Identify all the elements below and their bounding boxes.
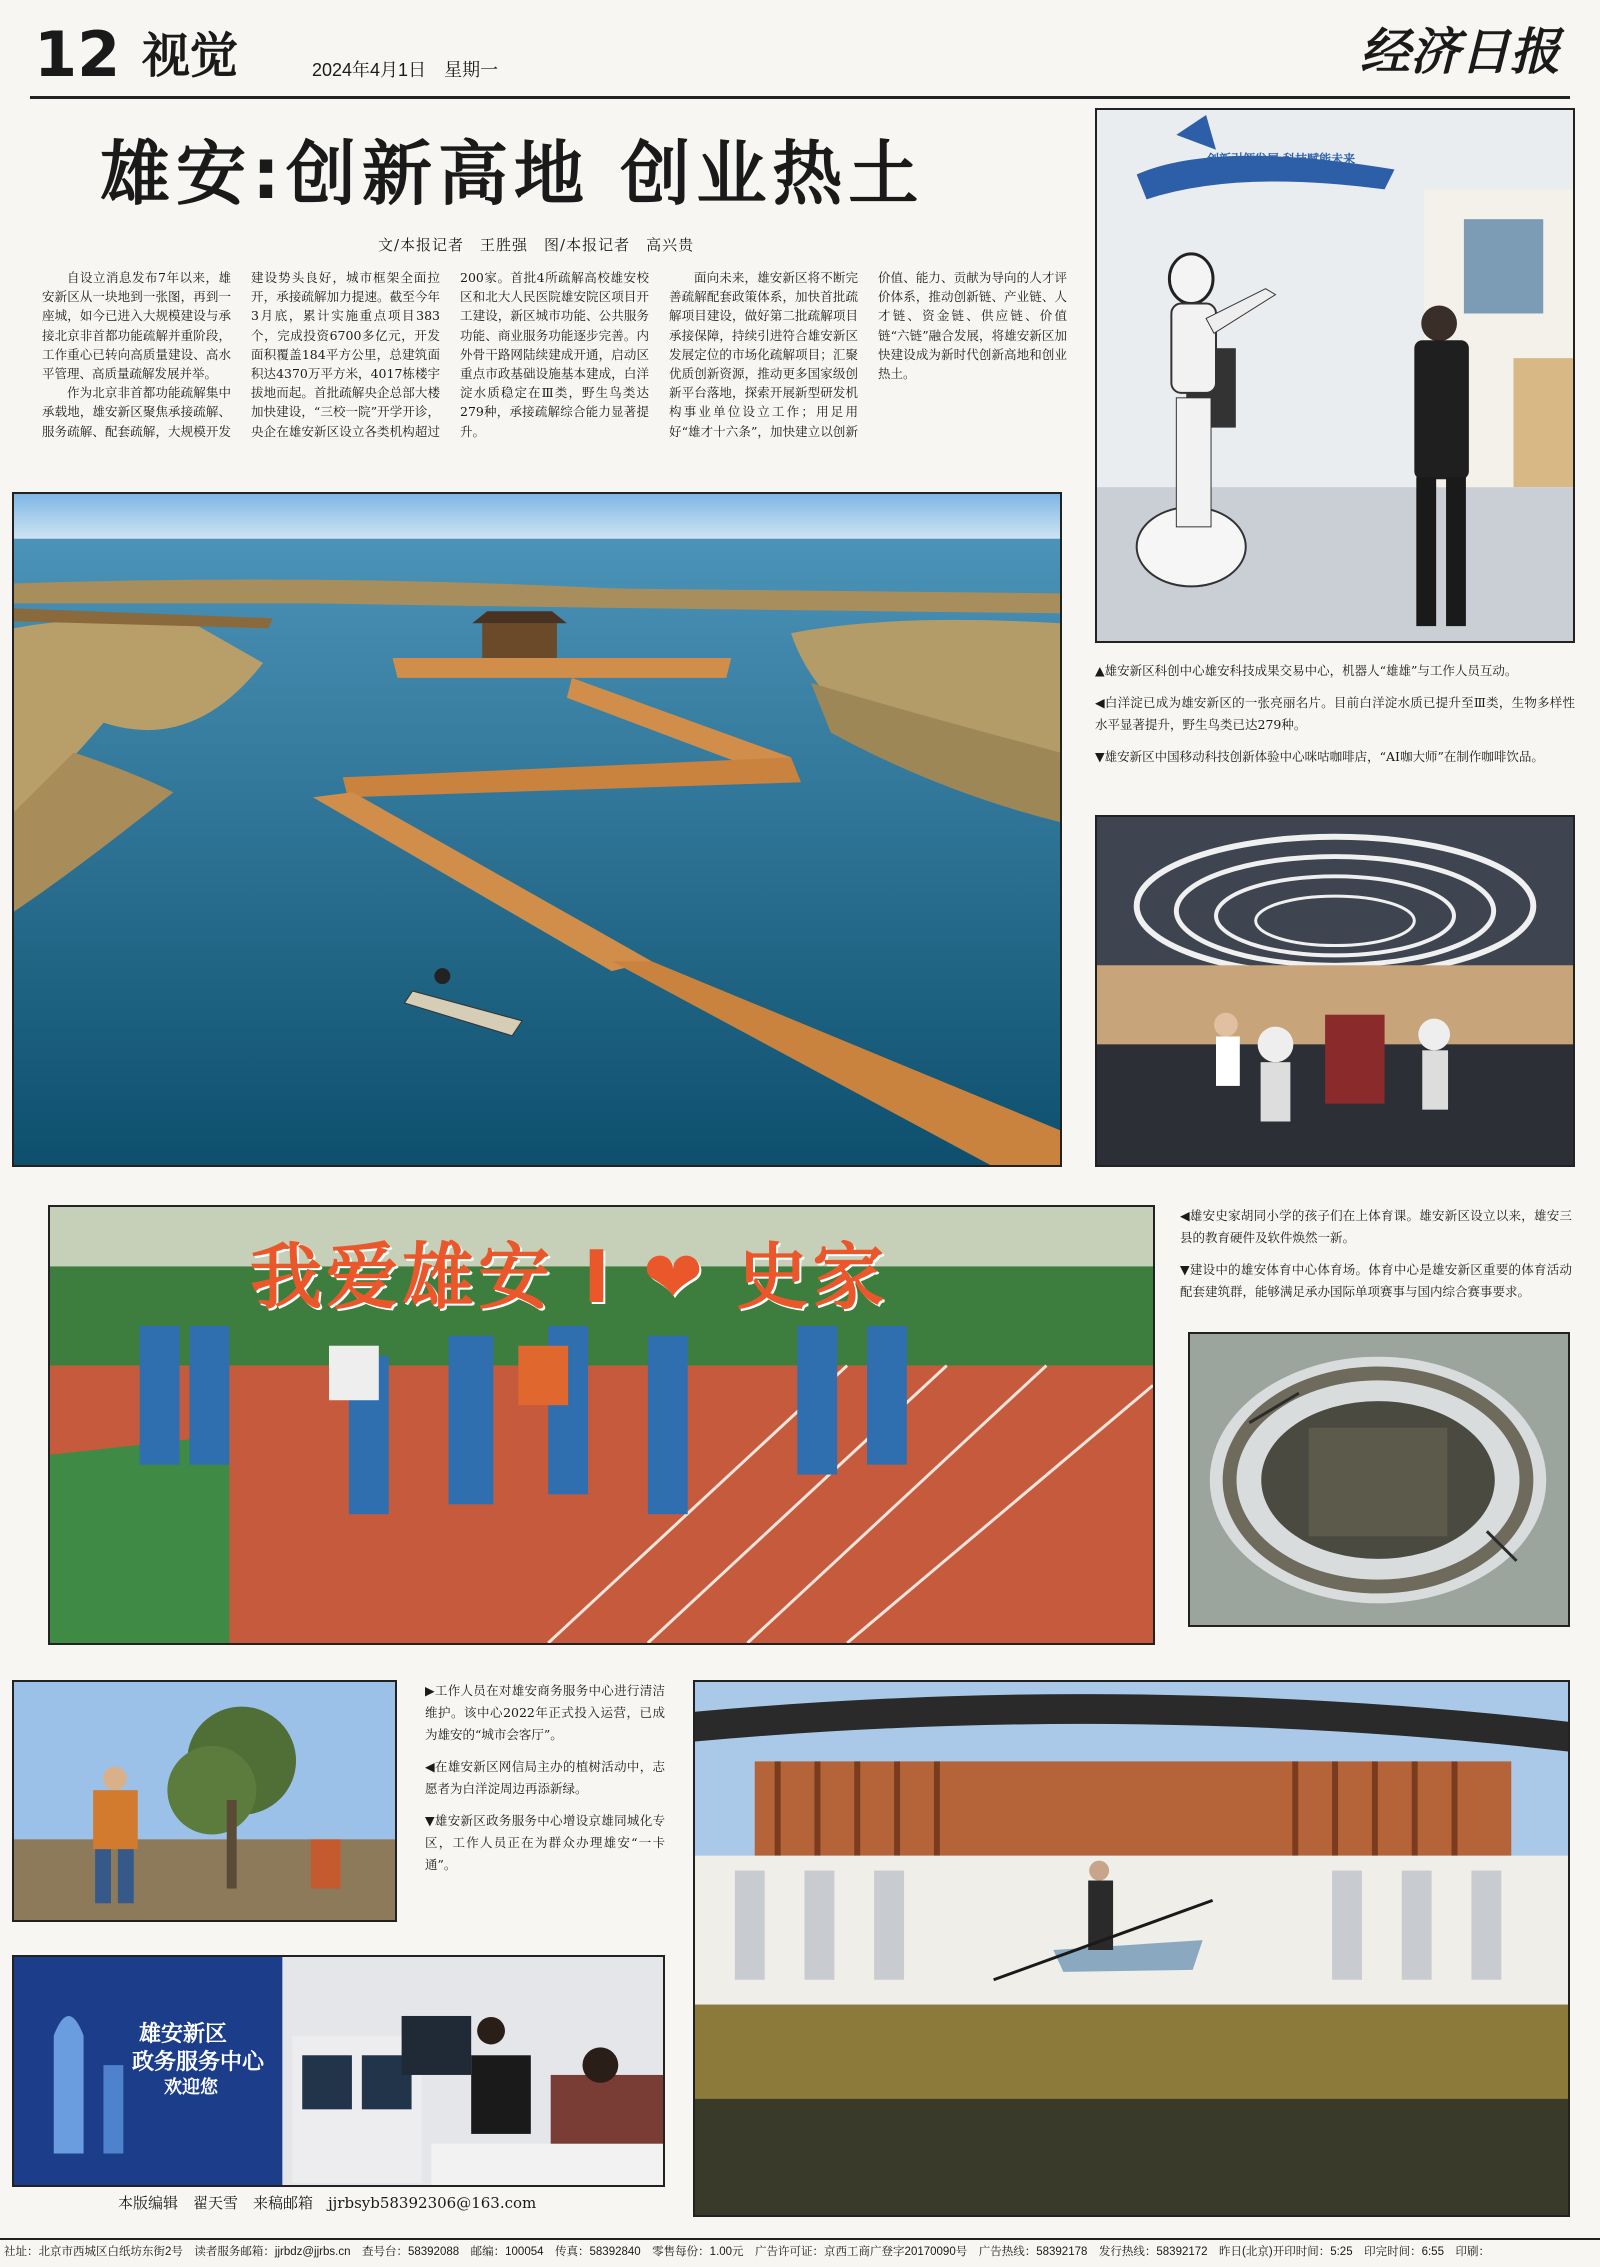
footer-rule (0, 2238, 1600, 2240)
page-number: 12 (34, 18, 121, 91)
service-sign-line2: 政务服务中心 (132, 2050, 265, 2075)
publication-date: 2024年4月1日 星期一 (312, 60, 499, 80)
editor-credits: 本版编辑 翟天雪 来稿邮箱 jjrbsyb58392306@163.com (118, 2194, 537, 2212)
business-center-photo (693, 1680, 1570, 2217)
caption-school: ◀雄安史家胡同小学的孩子们在上体育课。雄安新区设立以来，雄安三县的教育硬件及软件焕然一新。 (1180, 1208, 1572, 1245)
captions-right-top (1095, 660, 1575, 778)
school-sign-text: 我爱雄安 I ❤ 史家 (250, 1235, 889, 1319)
gov-service-photo (12, 1955, 665, 2187)
school-sports-photo (48, 1205, 1155, 1645)
captions-bottom-middle (425, 1680, 665, 1886)
caption-stadium: ▼建设中的雄安体育中心体育场。体育中心是雄安新区重要的体育活动配套建筑群，能够满足承办国际单项赛事与国内综合赛事要求。 (1180, 1262, 1572, 1299)
article-body (42, 268, 1067, 463)
robot-banner-text: 创新引领发展 科技赋能未来 (1207, 152, 1356, 166)
caption-coffee: ▼雄安新区中国移动科技创新体验中心咪咕咖啡店，“AI咖大师”在制作咖啡饮品。 (1095, 749, 1544, 764)
caption-business-center: ▶工作人员在对雄安商务服务中心进行清洁维护。该中心2022年正式投入运营，已成为雄安的“城市会客厅”。 (425, 1683, 665, 1742)
newspaper-masthead: 经济日报 (1360, 22, 1560, 81)
captions-right-middle (1180, 1205, 1572, 1313)
stadium-aerial-photo (1188, 1332, 1570, 1627)
article-paragraph: 面向未来，雄安新区将不断完善疏解配套政策体系，加快首批疏解项目建设，做好第二批疏解项目承接保障，持续引进符合雄安新区发展定位的市场化疏解项目；汇聚优质创新资源，推动更多国家级创新平台落地，探索开展新型研发机构事业单位设立工作；用足用好“雄才十六条”，加快建立以创新价值、能力、贡献为导向的人才评价体系，推动创新链、产业链、人才链、资金链、供应链、价值链“六链”融合发展，将雄安新区加快建设成为新时代创新高地和创业热土。 (669, 270, 1067, 439)
robot-interaction-photo (1095, 108, 1575, 643)
caption-service-center: ▼雄安新区政务服务中心增设京雄同城化专区，工作人员正在为群众办理雄安“一卡通”。 (425, 1813, 665, 1872)
article-headline: 雄安:创新高地 创业热土 (100, 133, 925, 215)
section-title: 视觉 (142, 28, 239, 84)
service-sign-line1: 雄安新区 (139, 2022, 228, 2047)
baiyangdian-lake-photo (12, 492, 1062, 1167)
service-sign-line3: 欢迎您 (164, 2077, 218, 2098)
header-rule (30, 96, 1570, 99)
caption-baiyangdian: ◀白洋淀已成为雄安新区的一张亮丽名片。目前白洋淀水质已提升至Ⅲ类，生物多样性水平显著提升，野生鸟类已达279种。 (1095, 695, 1575, 732)
article-paragraph: 作为北京非首都功能疏解集中承载地，雄安新区聚焦承接疏解、服务疏解、配套疏解，大规模开发建设势头良好，城市框架全面拉开，承接疏解加力提速。截至今年3月底，累计实施重点项目383个，完成投资6700多亿元，开发面积覆盖184平方公里，总建筑面积达4370万平方米，4017栋楼宇拔地而起。首批疏解央企总部大楼加快建设，“三校一院”开学开诊，央企在雄安新区设立各类机构超过200家。首批4所疏解高校雄安校区和北大人民医院雄安院区项目开工建设，新区城市功能、公共服务功能、商业服务功能逐步完善。内外骨干路网陆续建成开通，启动区重点市政基础设施基本建成，白洋淀水质稳定在Ⅲ类，野生鸟类达279种，承接疏解综合能力显著提升。 (42, 270, 649, 439)
caption-tree-planting: ◀在雄安新区网信局主办的植树活动中，志愿者为白洋淀周边再添新绿。 (425, 1759, 665, 1796)
article-byline: 文/本报记者 王胜强 图/本报记者 高兴贵 (378, 236, 695, 254)
caption-robot: ▲雄安新区科创中心雄安科技成果交易中心，机器人“雄雄”与工作人员互动。 (1095, 663, 1518, 678)
article-paragraph: 自设立消息发布7年以来，雄安新区从一块地到一张图，再到一座城，如今已进入大规模建设与承接北京非首都功能疏解并重阶段，工作重心已转向高质量建设、高水平管理、高质量疏解发展并举。 (42, 270, 231, 382)
footer-info: 社址：北京市西城区白纸坊东街2号 读者服务邮箱：jjrbdz@jjrbs.cn 查号台：58392088 邮编：100054 传真：58392840 零售每份：1.00元 广告许可证：京西工商广登字20170090号 广告热线：58392178 发行热线：58392172 昨日(北京)开印时间：5:25 印完时间：6:55 印刷： (4, 2246, 1490, 2258)
tree-planting-photo (12, 1680, 397, 1922)
ai-coffee-photo (1095, 815, 1575, 1167)
